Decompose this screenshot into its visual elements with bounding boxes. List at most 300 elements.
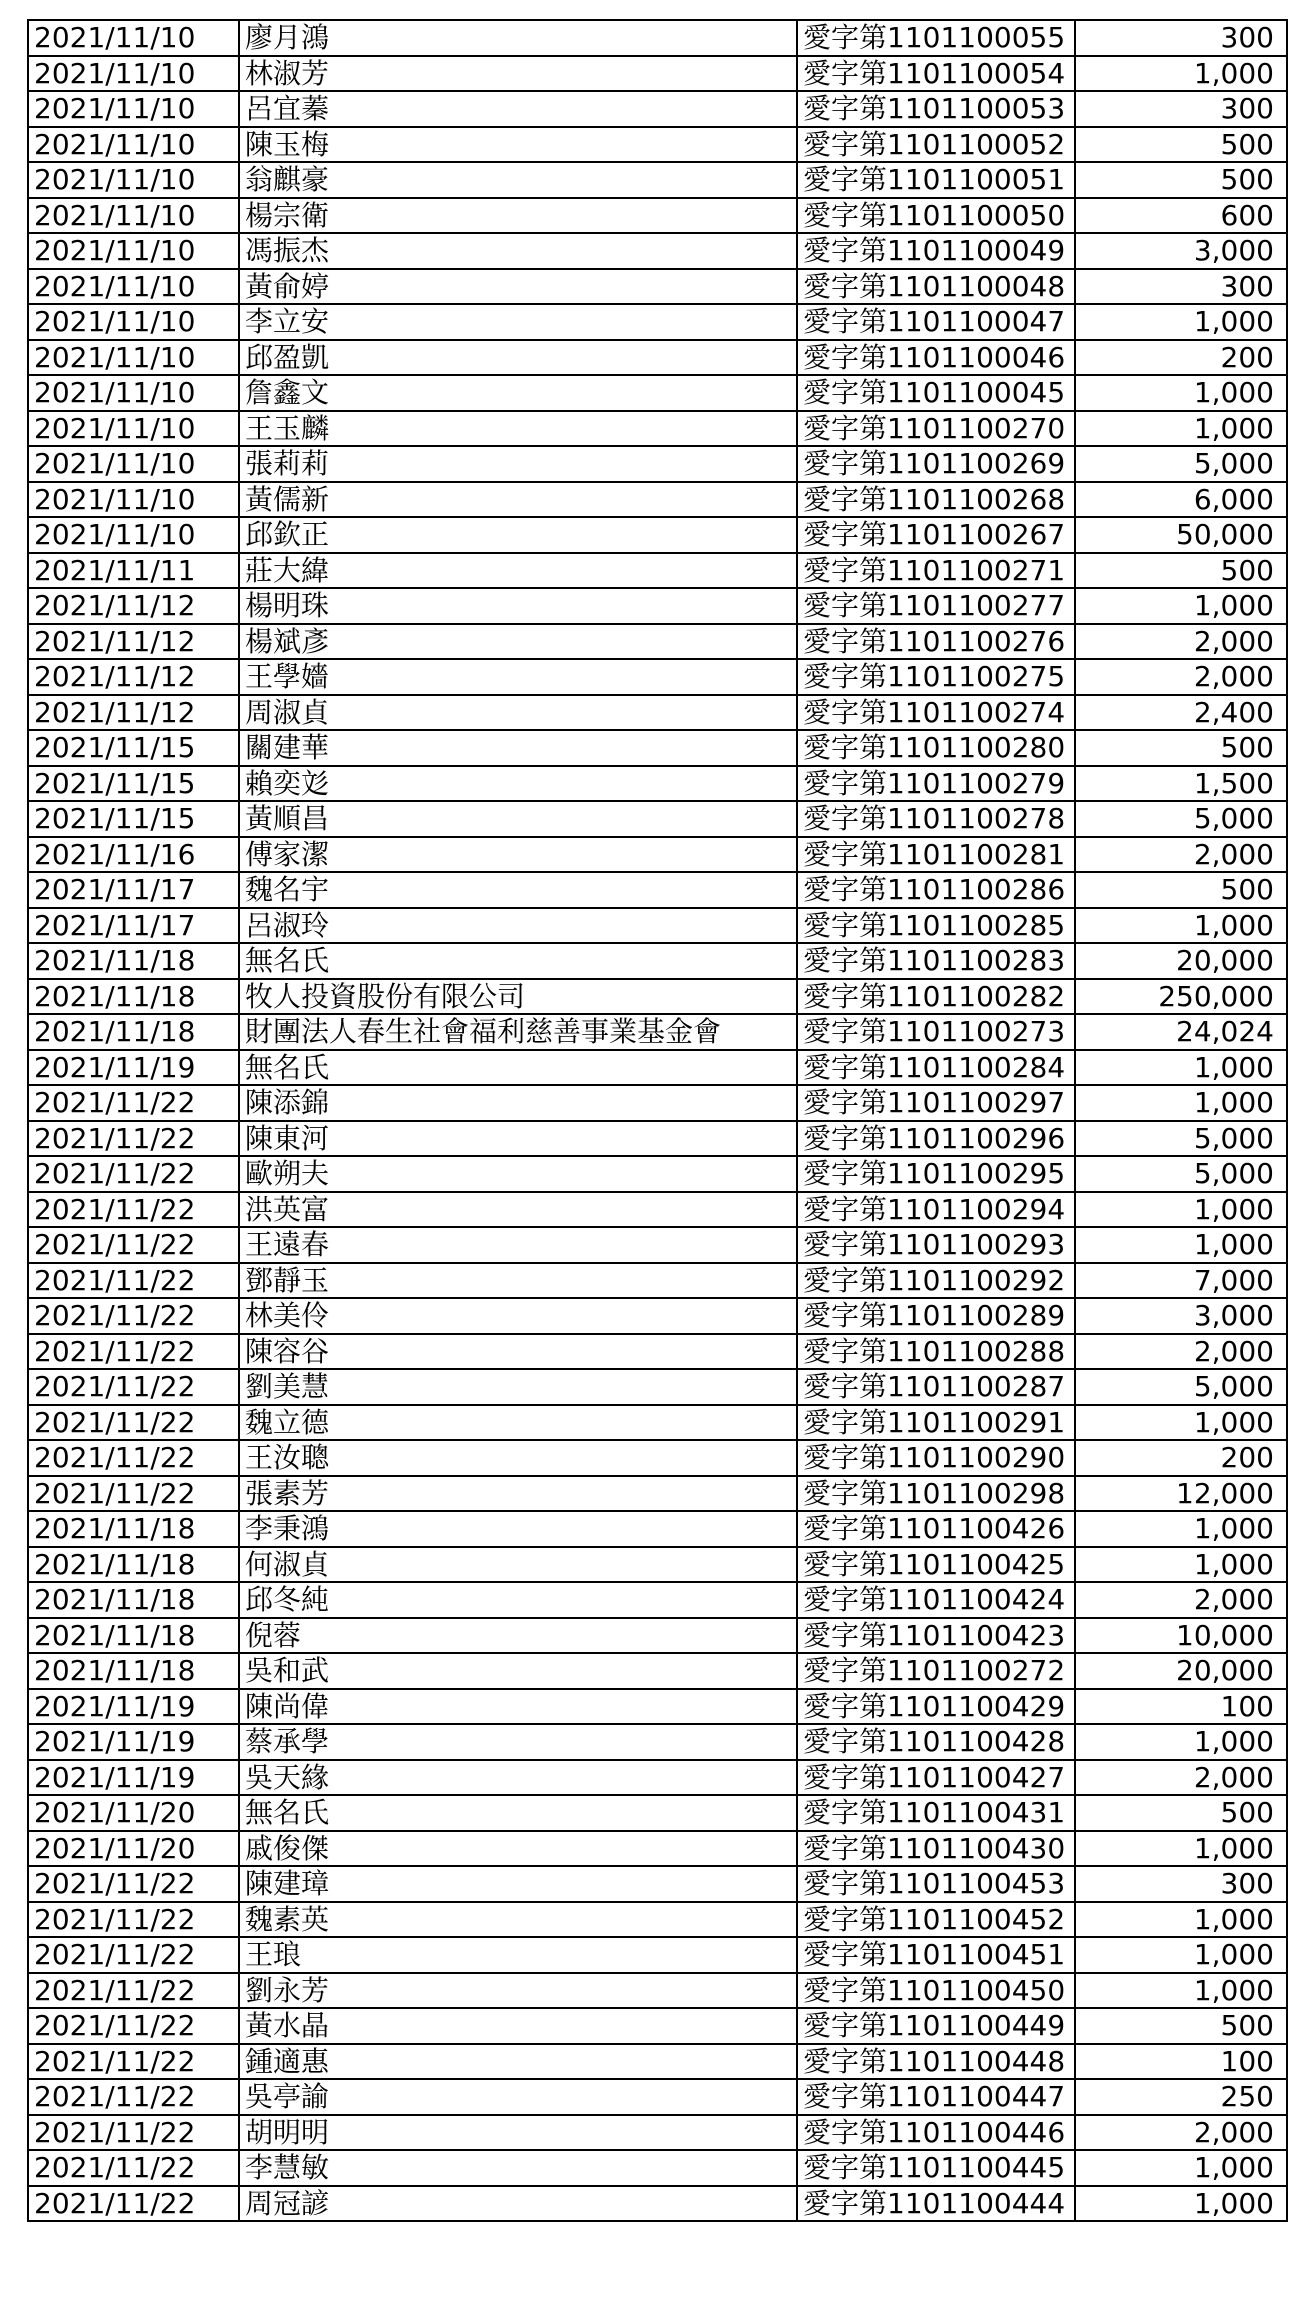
- donor-name-cell: 王汝聰: [239, 1440, 797, 1476]
- table-row: [28, 801, 1287, 837]
- amount-cell: 300: [1075, 20, 1287, 56]
- date-cell: 2021/11/10: [28, 233, 239, 269]
- amount-cell: 100: [1075, 1689, 1287, 1725]
- table-row: [28, 766, 1287, 802]
- amount-cell: 1,000: [1075, 1902, 1287, 1938]
- receipt-number-cell: 愛字第1101100276: [797, 624, 1075, 660]
- date-cell: 2021/11/22: [28, 1085, 239, 1121]
- date-cell: 2021/11/20: [28, 1831, 239, 1867]
- table-row: [28, 1795, 1287, 1831]
- donor-name-cell: 呂淑玲: [239, 908, 797, 944]
- receipt-number-cell: 愛字第1101100054: [797, 56, 1075, 92]
- amount-cell: 2,000: [1075, 1760, 1287, 1796]
- receipt-number-cell: 愛字第1101100287: [797, 1369, 1075, 1405]
- date-cell: 2021/11/11: [28, 553, 239, 589]
- date-cell: 2021/11/22: [28, 1973, 239, 2009]
- receipt-number-cell: 愛字第1101100423: [797, 1618, 1075, 1654]
- donor-name-cell: 傅家潔: [239, 837, 797, 873]
- date-cell: 2021/11/18: [28, 1511, 239, 1547]
- date-cell: 2021/11/17: [28, 908, 239, 944]
- table-row: [28, 20, 1287, 56]
- receipt-number-cell: 愛字第1101100430: [797, 1831, 1075, 1867]
- receipt-number-cell: 愛字第1101100267: [797, 517, 1075, 553]
- receipt-number-cell: 愛字第1101100048: [797, 269, 1075, 305]
- table-row: [28, 1902, 1287, 1938]
- donor-name-cell: 李秉鴻: [239, 1511, 797, 1547]
- amount-cell: 1,000: [1075, 2150, 1287, 2186]
- table-row: [28, 375, 1287, 411]
- receipt-number-cell: 愛字第1101100298: [797, 1476, 1075, 1512]
- amount-cell: 500: [1075, 730, 1287, 766]
- amount-cell: 500: [1075, 162, 1287, 198]
- date-cell: 2021/11/10: [28, 20, 239, 56]
- receipt-number-cell: 愛字第1101100046: [797, 340, 1075, 376]
- amount-cell: 500: [1075, 872, 1287, 908]
- date-cell: 2021/11/22: [28, 1369, 239, 1405]
- donor-name-cell: 楊明珠: [239, 588, 797, 624]
- table-row: [28, 162, 1287, 198]
- donor-name-cell: 蔡承學: [239, 1724, 797, 1760]
- date-cell: 2021/11/17: [28, 872, 239, 908]
- date-cell: 2021/11/22: [28, 2186, 239, 2222]
- amount-cell: 50,000: [1075, 517, 1287, 553]
- donor-name-cell: 關建華: [239, 730, 797, 766]
- date-cell: 2021/11/18: [28, 1014, 239, 1050]
- date-cell: 2021/11/12: [28, 588, 239, 624]
- donor-name-cell: 邱欽正: [239, 517, 797, 553]
- donor-name-cell: 王學嬙: [239, 659, 797, 695]
- date-cell: 2021/11/10: [28, 269, 239, 305]
- amount-cell: 1,000: [1075, 1227, 1287, 1263]
- date-cell: 2021/11/15: [28, 766, 239, 802]
- amount-cell: 200: [1075, 1440, 1287, 1476]
- receipt-number-cell: 愛字第1101100278: [797, 801, 1075, 837]
- date-cell: 2021/11/18: [28, 1653, 239, 1689]
- donation-ledger-table: [27, 19, 1288, 2222]
- amount-cell: 300: [1075, 1866, 1287, 1902]
- date-cell: 2021/11/10: [28, 162, 239, 198]
- receipt-number-cell: 愛字第1101100047: [797, 304, 1075, 340]
- donor-name-cell: 戚俊傑: [239, 1831, 797, 1867]
- receipt-number-cell: 愛字第1101100053: [797, 91, 1075, 127]
- table-row: [28, 1440, 1287, 1476]
- receipt-number-cell: 愛字第1101100446: [797, 2115, 1075, 2151]
- donor-name-cell: 邱盈凱: [239, 340, 797, 376]
- table-row: [28, 2079, 1287, 2115]
- donor-name-cell: 黃順昌: [239, 801, 797, 837]
- amount-cell: 5,000: [1075, 1156, 1287, 1192]
- amount-cell: 1,000: [1075, 1050, 1287, 1086]
- table-row: [28, 1760, 1287, 1796]
- receipt-number-cell: 愛字第1101100426: [797, 1511, 1075, 1547]
- receipt-number-cell: 愛字第1101100453: [797, 1866, 1075, 1902]
- table-row: [28, 695, 1287, 731]
- donor-name-cell: 楊斌彥: [239, 624, 797, 660]
- receipt-number-cell: 愛字第1101100290: [797, 1440, 1075, 1476]
- receipt-number-cell: 愛字第1101100282: [797, 979, 1075, 1015]
- amount-cell: 20,000: [1075, 1653, 1287, 1689]
- date-cell: 2021/11/10: [28, 446, 239, 482]
- date-cell: 2021/11/22: [28, 1156, 239, 1192]
- donor-name-cell: 張莉莉: [239, 446, 797, 482]
- receipt-number-cell: 愛字第1101100293: [797, 1227, 1075, 1263]
- date-cell: 2021/11/22: [28, 1192, 239, 1228]
- donor-name-cell: 陳容谷: [239, 1334, 797, 1370]
- table-row: [28, 908, 1287, 944]
- table-row: [28, 1298, 1287, 1334]
- table-row: [28, 269, 1287, 305]
- amount-cell: 1,000: [1075, 1405, 1287, 1441]
- amount-cell: 1,000: [1075, 1511, 1287, 1547]
- donor-name-cell: 馮振杰: [239, 233, 797, 269]
- donor-name-cell: 魏立德: [239, 1405, 797, 1441]
- table-row: [28, 91, 1287, 127]
- donor-name-cell: 劉永芳: [239, 1973, 797, 2009]
- date-cell: 2021/11/22: [28, 2115, 239, 2151]
- receipt-number-cell: 愛字第1101100270: [797, 411, 1075, 447]
- date-cell: 2021/11/22: [28, 1902, 239, 1938]
- amount-cell: 300: [1075, 91, 1287, 127]
- amount-cell: 1,000: [1075, 1973, 1287, 2009]
- receipt-number-cell: 愛字第1101100280: [797, 730, 1075, 766]
- date-cell: 2021/11/22: [28, 1440, 239, 1476]
- receipt-number-cell: 愛字第1101100295: [797, 1156, 1075, 1192]
- amount-cell: 250: [1075, 2079, 1287, 2115]
- donor-name-cell: 陳尚偉: [239, 1689, 797, 1725]
- donor-name-cell: 吳亭諭: [239, 2079, 797, 2115]
- donor-name-cell: 周冠諺: [239, 2186, 797, 2222]
- date-cell: 2021/11/22: [28, 2044, 239, 2080]
- table-row: [28, 446, 1287, 482]
- table-row: [28, 1014, 1287, 1050]
- amount-cell: 10,000: [1075, 1618, 1287, 1654]
- table-row: [28, 1511, 1287, 1547]
- receipt-number-cell: 愛字第1101100447: [797, 2079, 1075, 2115]
- date-cell: 2021/11/12: [28, 695, 239, 731]
- donor-name-cell: 牧人投資股份有限公司: [239, 979, 797, 1015]
- receipt-number-cell: 愛字第1101100051: [797, 162, 1075, 198]
- table-row: [28, 1653, 1287, 1689]
- donor-name-cell: 魏名宇: [239, 872, 797, 908]
- donor-name-cell: 鄧靜玉: [239, 1263, 797, 1299]
- receipt-number-cell: 愛字第1101100268: [797, 482, 1075, 518]
- ledger-body: [28, 20, 1287, 2221]
- date-cell: 2021/11/22: [28, 1937, 239, 1973]
- amount-cell: 1,000: [1075, 1085, 1287, 1121]
- table-row: [28, 1724, 1287, 1760]
- table-row: [28, 659, 1287, 695]
- table-row: [28, 2115, 1287, 2151]
- table-row: [28, 1334, 1287, 1370]
- amount-cell: 20,000: [1075, 943, 1287, 979]
- amount-cell: 1,000: [1075, 411, 1287, 447]
- date-cell: 2021/11/19: [28, 1760, 239, 1796]
- table-row: [28, 1121, 1287, 1157]
- table-row: [28, 1689, 1287, 1725]
- amount-cell: 300: [1075, 269, 1287, 305]
- table-row: [28, 1156, 1287, 1192]
- table-row: [28, 872, 1287, 908]
- receipt-number-cell: 愛字第1101100451: [797, 1937, 1075, 1973]
- donor-name-cell: 林美伶: [239, 1298, 797, 1334]
- amount-cell: 2,000: [1075, 624, 1287, 660]
- table-row: [28, 198, 1287, 234]
- amount-cell: 5,000: [1075, 446, 1287, 482]
- table-row: [28, 588, 1287, 624]
- donor-name-cell: 林淑芳: [239, 56, 797, 92]
- table-row: [28, 1973, 1287, 2009]
- donor-name-cell: 鍾適惠: [239, 2044, 797, 2080]
- receipt-number-cell: 愛字第1101100294: [797, 1192, 1075, 1228]
- date-cell: 2021/11/18: [28, 1582, 239, 1618]
- receipt-number-cell: 愛字第1101100425: [797, 1547, 1075, 1583]
- date-cell: 2021/11/18: [28, 1618, 239, 1654]
- receipt-number-cell: 愛字第1101100055: [797, 20, 1075, 56]
- table-row: [28, 2044, 1287, 2080]
- date-cell: 2021/11/10: [28, 411, 239, 447]
- receipt-number-cell: 愛字第1101100045: [797, 375, 1075, 411]
- amount-cell: 12,000: [1075, 1476, 1287, 1512]
- table-row: [28, 1582, 1287, 1618]
- receipt-number-cell: 愛字第1101100428: [797, 1724, 1075, 1760]
- date-cell: 2021/11/10: [28, 482, 239, 518]
- receipt-number-cell: 愛字第1101100279: [797, 766, 1075, 802]
- table-row: [28, 1263, 1287, 1299]
- donor-name-cell: 邱冬純: [239, 1582, 797, 1618]
- receipt-number-cell: 愛字第1101100449: [797, 2008, 1075, 2044]
- date-cell: 2021/11/18: [28, 1547, 239, 1583]
- donor-name-cell: 洪英富: [239, 1192, 797, 1228]
- table-row: [28, 1405, 1287, 1441]
- amount-cell: 2,000: [1075, 2115, 1287, 2151]
- receipt-number-cell: 愛字第1101100049: [797, 233, 1075, 269]
- date-cell: 2021/11/19: [28, 1689, 239, 1725]
- date-cell: 2021/11/15: [28, 730, 239, 766]
- table-row: [28, 624, 1287, 660]
- donor-name-cell: 吳和武: [239, 1653, 797, 1689]
- date-cell: 2021/11/19: [28, 1724, 239, 1760]
- table-row: [28, 837, 1287, 873]
- receipt-number-cell: 愛字第1101100283: [797, 943, 1075, 979]
- amount-cell: 1,000: [1075, 56, 1287, 92]
- date-cell: 2021/11/22: [28, 1866, 239, 1902]
- donor-name-cell: 王琅: [239, 1937, 797, 1973]
- donor-name-cell: 翁麒豪: [239, 162, 797, 198]
- donor-name-cell: 劉美慧: [239, 1369, 797, 1405]
- amount-cell: 500: [1075, 2008, 1287, 2044]
- amount-cell: 24,024: [1075, 1014, 1287, 1050]
- amount-cell: 1,000: [1075, 375, 1287, 411]
- table-row: [28, 1050, 1287, 1086]
- donor-name-cell: 李慧敏: [239, 2150, 797, 2186]
- receipt-number-cell: 愛字第1101100273: [797, 1014, 1075, 1050]
- table-row: [28, 2186, 1287, 2222]
- amount-cell: 2,000: [1075, 1582, 1287, 1618]
- receipt-number-cell: 愛字第1101100052: [797, 127, 1075, 163]
- donor-name-cell: 周淑貞: [239, 695, 797, 731]
- donor-name-cell: 何淑貞: [239, 1547, 797, 1583]
- donor-name-cell: 黃水晶: [239, 2008, 797, 2044]
- amount-cell: 3,000: [1075, 233, 1287, 269]
- receipt-number-cell: 愛字第1101100450: [797, 1973, 1075, 2009]
- receipt-number-cell: 愛字第1101100274: [797, 695, 1075, 731]
- date-cell: 2021/11/12: [28, 659, 239, 695]
- date-cell: 2021/11/20: [28, 1795, 239, 1831]
- receipt-number-cell: 愛字第1101100296: [797, 1121, 1075, 1157]
- receipt-number-cell: 愛字第1101100286: [797, 872, 1075, 908]
- amount-cell: 1,000: [1075, 1192, 1287, 1228]
- date-cell: 2021/11/10: [28, 517, 239, 553]
- donor-name-cell: 無名氏: [239, 943, 797, 979]
- amount-cell: 7,000: [1075, 1263, 1287, 1299]
- amount-cell: 2,000: [1075, 837, 1287, 873]
- receipt-number-cell: 愛字第1101100288: [797, 1334, 1075, 1370]
- receipt-number-cell: 愛字第1101100448: [797, 2044, 1075, 2080]
- table-row: [28, 517, 1287, 553]
- receipt-number-cell: 愛字第1101100272: [797, 1653, 1075, 1689]
- receipt-number-cell: 愛字第1101100452: [797, 1902, 1075, 1938]
- amount-cell: 5,000: [1075, 1369, 1287, 1405]
- date-cell: 2021/11/22: [28, 1263, 239, 1299]
- amount-cell: 100: [1075, 2044, 1287, 2080]
- date-cell: 2021/11/12: [28, 624, 239, 660]
- donor-name-cell: 無名氏: [239, 1050, 797, 1086]
- table-row: [28, 1085, 1287, 1121]
- table-row: [28, 304, 1287, 340]
- date-cell: 2021/11/22: [28, 1334, 239, 1370]
- table-row: [28, 943, 1287, 979]
- date-cell: 2021/11/10: [28, 198, 239, 234]
- donor-name-cell: 王玉麟: [239, 411, 797, 447]
- amount-cell: 6,000: [1075, 482, 1287, 518]
- amount-cell: 1,000: [1075, 1831, 1287, 1867]
- date-cell: 2021/11/22: [28, 2008, 239, 2044]
- date-cell: 2021/11/22: [28, 1476, 239, 1512]
- table-row: [28, 127, 1287, 163]
- table-row: [28, 340, 1287, 376]
- date-cell: 2021/11/10: [28, 91, 239, 127]
- amount-cell: 1,000: [1075, 2186, 1287, 2222]
- receipt-number-cell: 愛字第1101100289: [797, 1298, 1075, 1334]
- amount-cell: 5,000: [1075, 801, 1287, 837]
- donor-name-cell: 魏素英: [239, 1902, 797, 1938]
- amount-cell: 500: [1075, 553, 1287, 589]
- donor-name-cell: 陳添錦: [239, 1085, 797, 1121]
- date-cell: 2021/11/22: [28, 1298, 239, 1334]
- date-cell: 2021/11/10: [28, 304, 239, 340]
- table-row: [28, 482, 1287, 518]
- date-cell: 2021/11/18: [28, 943, 239, 979]
- date-cell: 2021/11/16: [28, 837, 239, 873]
- table-row: [28, 2150, 1287, 2186]
- receipt-number-cell: 愛字第1101100269: [797, 446, 1075, 482]
- donor-name-cell: 呂宜蓁: [239, 91, 797, 127]
- table-row: [28, 1547, 1287, 1583]
- donor-name-cell: 黃俞婷: [239, 269, 797, 305]
- receipt-number-cell: 愛字第1101100431: [797, 1795, 1075, 1831]
- donor-name-cell: 莊大緯: [239, 553, 797, 589]
- table-row: [28, 1476, 1287, 1512]
- amount-cell: 3,000: [1075, 1298, 1287, 1334]
- date-cell: 2021/11/15: [28, 801, 239, 837]
- table-row: [28, 979, 1287, 1015]
- donor-name-cell: 黃儒新: [239, 482, 797, 518]
- date-cell: 2021/11/19: [28, 1050, 239, 1086]
- donor-name-cell: 陳東河: [239, 1121, 797, 1157]
- date-cell: 2021/11/22: [28, 1121, 239, 1157]
- amount-cell: 5,000: [1075, 1121, 1287, 1157]
- amount-cell: 1,500: [1075, 766, 1287, 802]
- amount-cell: 1,000: [1075, 1724, 1287, 1760]
- receipt-number-cell: 愛字第1101100297: [797, 1085, 1075, 1121]
- receipt-number-cell: 愛字第1101100275: [797, 659, 1075, 695]
- donor-name-cell: 陳玉梅: [239, 127, 797, 163]
- donor-name-cell: 歐朔夫: [239, 1156, 797, 1192]
- table-row: [28, 1937, 1287, 1973]
- table-row: [28, 411, 1287, 447]
- receipt-number-cell: 愛字第1101100277: [797, 588, 1075, 624]
- table-row: [28, 233, 1287, 269]
- receipt-number-cell: 愛字第1101100284: [797, 1050, 1075, 1086]
- donor-name-cell: 陳建璋: [239, 1866, 797, 1902]
- donor-name-cell: 吳天緣: [239, 1760, 797, 1796]
- receipt-number-cell: 愛字第1101100050: [797, 198, 1075, 234]
- date-cell: 2021/11/10: [28, 127, 239, 163]
- amount-cell: 600: [1075, 198, 1287, 234]
- receipt-number-cell: 愛字第1101100427: [797, 1760, 1075, 1796]
- amount-cell: 500: [1075, 127, 1287, 163]
- donor-name-cell: 無名氏: [239, 1795, 797, 1831]
- donor-name-cell: 倪蓉: [239, 1618, 797, 1654]
- table-row: [28, 730, 1287, 766]
- amount-cell: 2,000: [1075, 659, 1287, 695]
- donor-name-cell: 詹鑫文: [239, 375, 797, 411]
- date-cell: 2021/11/22: [28, 2079, 239, 2115]
- amount-cell: 1,000: [1075, 908, 1287, 944]
- amount-cell: 500: [1075, 1795, 1287, 1831]
- table-row: [28, 1618, 1287, 1654]
- date-cell: 2021/11/10: [28, 56, 239, 92]
- donor-name-cell: 賴奕彣: [239, 766, 797, 802]
- amount-cell: 2,400: [1075, 695, 1287, 731]
- donor-name-cell: 楊宗衛: [239, 198, 797, 234]
- date-cell: 2021/11/10: [28, 340, 239, 376]
- date-cell: 2021/11/22: [28, 2150, 239, 2186]
- table-row: [28, 1831, 1287, 1867]
- donor-name-cell: 張素芳: [239, 1476, 797, 1512]
- receipt-number-cell: 愛字第1101100444: [797, 2186, 1075, 2222]
- table-row: [28, 1227, 1287, 1263]
- receipt-number-cell: 愛字第1101100271: [797, 553, 1075, 589]
- table-row: [28, 1369, 1287, 1405]
- amount-cell: 1,000: [1075, 304, 1287, 340]
- receipt-number-cell: 愛字第1101100424: [797, 1582, 1075, 1618]
- receipt-number-cell: 愛字第1101100281: [797, 837, 1075, 873]
- amount-cell: 200: [1075, 340, 1287, 376]
- table-row: [28, 2008, 1287, 2044]
- date-cell: 2021/11/22: [28, 1405, 239, 1441]
- table-row: [28, 56, 1287, 92]
- receipt-number-cell: 愛字第1101100285: [797, 908, 1075, 944]
- receipt-number-cell: 愛字第1101100429: [797, 1689, 1075, 1725]
- date-cell: 2021/11/10: [28, 375, 239, 411]
- amount-cell: 1,000: [1075, 588, 1287, 624]
- amount-cell: 2,000: [1075, 1334, 1287, 1370]
- amount-cell: 1,000: [1075, 1937, 1287, 1973]
- date-cell: 2021/11/18: [28, 979, 239, 1015]
- donor-name-cell: 胡明明: [239, 2115, 797, 2151]
- donor-name-cell: 李立安: [239, 304, 797, 340]
